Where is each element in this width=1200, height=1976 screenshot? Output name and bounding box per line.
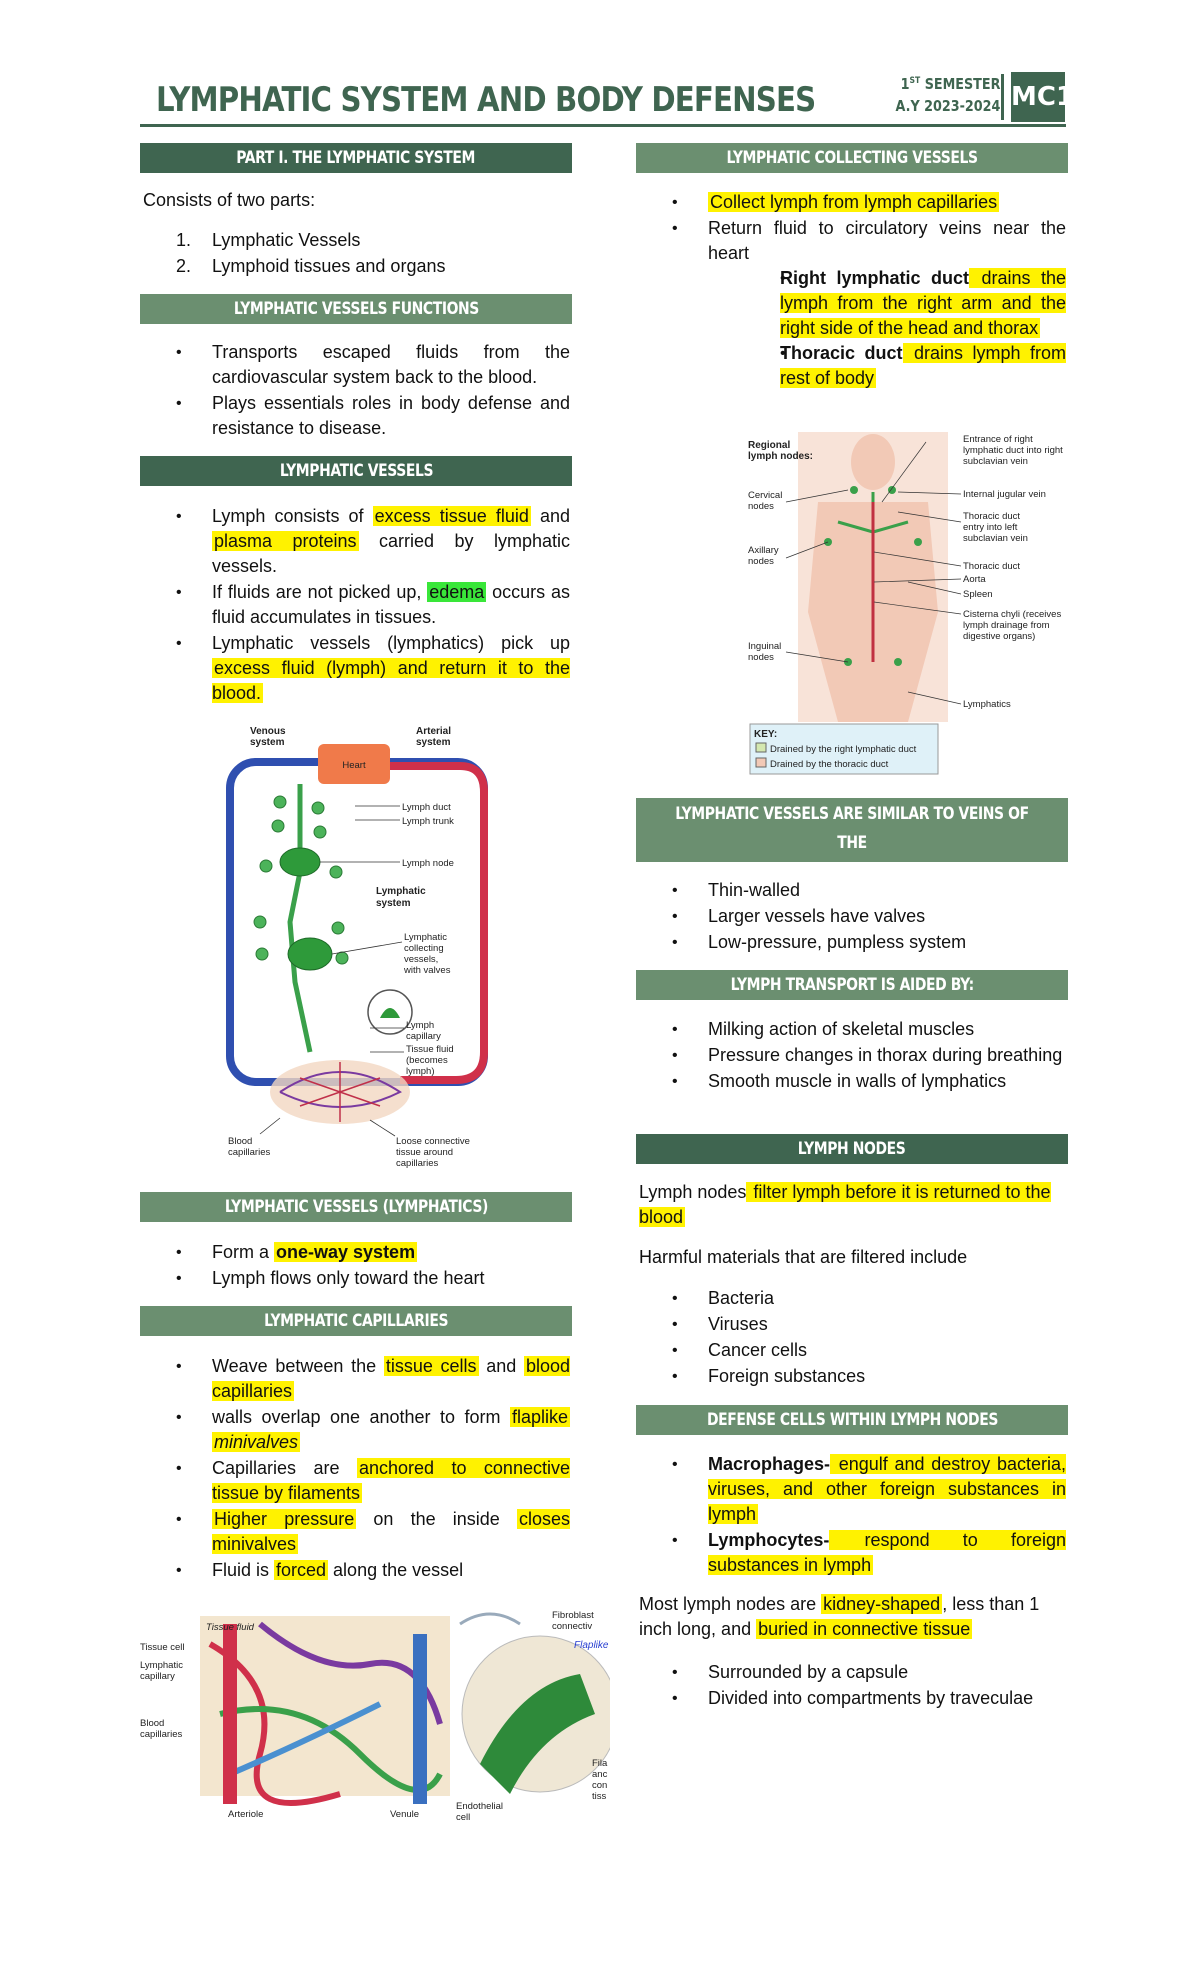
list-item: • Return fluid to circulatory veins near the heart • Right lymphatic duct drains the lymph from the right arm and the right side of the head and thorax • Thoracic duct drains lymph from rest of body bbox=[636, 216, 1066, 391]
label-endothelial-2: cell bbox=[456, 1812, 471, 1823]
label-collecting-4: with valves bbox=[404, 965, 451, 976]
lymph-nodes-body-figure bbox=[748, 432, 1084, 778]
list-item: • Larger vessels have valves bbox=[636, 904, 1066, 929]
semester-info bbox=[895, 70, 1000, 117]
list-item: • Foreign substances bbox=[636, 1364, 1066, 1389]
sub-list-item: • Right lymphatic duct drains the lymph from the right arm and the right side of the head and thorax bbox=[744, 266, 1066, 341]
academic-year: A.Y 2023-2024 bbox=[895, 97, 1000, 115]
defense-paragraph: Most lymph nodes are kidney-shaped , less than 1 inch long, and buried in connective tissue bbox=[639, 1594, 1040, 1639]
functions-list bbox=[140, 340, 570, 442]
label-venous-2: system bbox=[250, 737, 285, 748]
label-arterial: Arterial bbox=[416, 726, 452, 737]
label-jugular: Internal jugular vein bbox=[963, 489, 1046, 500]
list-item: • Collect lymph from lymph capillaries bbox=[636, 190, 1066, 215]
defense-list bbox=[636, 1452, 1066, 1579]
label-collecting-3: vessels, bbox=[404, 954, 439, 965]
list-item: • Form a one-way system bbox=[140, 1240, 570, 1265]
label-blood-capillaries-1: Blood bbox=[140, 1718, 165, 1729]
label-blood-1: Blood bbox=[228, 1136, 253, 1147]
capsule-list bbox=[636, 1660, 1066, 1712]
label-thoracic-duct: Thoracic duct bbox=[963, 561, 1021, 572]
label-tissue-1: Tissue fluid bbox=[406, 1044, 454, 1055]
label-filament-3: con bbox=[592, 1780, 608, 1791]
key-title: KEY: bbox=[754, 729, 778, 740]
key-label-thoracic: Drained by the thoracic duct bbox=[770, 759, 889, 770]
sub-list-item: • Thoracic duct drains lymph from rest of body bbox=[744, 341, 1066, 391]
handwritten-note: Flaplike bbox=[574, 1640, 609, 1651]
label-cervical-1: Cervical bbox=[748, 490, 783, 501]
label-lymphatic: Lymphatic bbox=[376, 886, 426, 897]
label-cervical-2: nodes bbox=[748, 501, 774, 512]
label-loose-3: capillaries bbox=[396, 1158, 439, 1169]
label-inguinal-2: nodes bbox=[748, 652, 774, 663]
list-item: • Fluid is forced along the vessel bbox=[140, 1558, 570, 1583]
label-lymph-duct: Lymph duct bbox=[402, 802, 451, 813]
key-label-right: Drained by the right lymphatic duct bbox=[770, 744, 917, 755]
lymphatics-heading: LYMPHATIC VESSELS (LYMPHATICS) bbox=[140, 1192, 572, 1222]
list-item: • Lymph flows only toward the heart bbox=[140, 1266, 570, 1291]
part1-intro: Consists of two parts: bbox=[143, 190, 316, 210]
list-item: • Divided into compartments by traveculae bbox=[636, 1686, 1066, 1711]
label-tissue-3: lymph) bbox=[406, 1066, 435, 1077]
label-heart: Heart bbox=[342, 760, 366, 771]
header-rule bbox=[140, 124, 1066, 127]
list-item: • Weave between the tissue cells and blood capillaries bbox=[140, 1354, 570, 1404]
label-entrance-2: lymphatic duct into right bbox=[963, 445, 1063, 456]
label-endothelial-1: Endothelial bbox=[456, 1801, 504, 1812]
key-swatch-thoracic bbox=[756, 758, 766, 767]
label-filament-1: Fila bbox=[592, 1758, 608, 1769]
label-arteriole: Arteriole bbox=[228, 1809, 264, 1820]
label-arterial-2: system bbox=[416, 737, 451, 748]
label-cisterna-2: lymph drainage from bbox=[963, 620, 1050, 631]
label-capillary-2: capillary bbox=[406, 1031, 441, 1042]
list-item: • Cancer cells bbox=[636, 1338, 1066, 1363]
list-item: • Thin-walled bbox=[636, 878, 1066, 903]
label-collecting-2: collecting bbox=[404, 943, 444, 954]
label-lymphatic-system: system bbox=[376, 898, 411, 909]
key-swatch-right bbox=[756, 743, 766, 752]
label-tissue-cell: Tissue cell bbox=[140, 1642, 185, 1653]
list-item: • Pressure changes in thorax during breathing bbox=[636, 1043, 1066, 1068]
label-blood-2: capillaries bbox=[228, 1147, 271, 1158]
similar-list bbox=[636, 878, 1066, 956]
vessels-list bbox=[140, 504, 570, 707]
list-item: • walls overlap one another to form flaplike minivalves bbox=[140, 1405, 570, 1455]
label-tissue-2: (becomes bbox=[406, 1055, 448, 1066]
label-thoracic-entry-2: entry into left bbox=[963, 522, 1018, 533]
label-aorta: Aorta bbox=[963, 574, 986, 585]
capillaries-heading: LYMPHATIC CAPILLARIES bbox=[140, 1306, 572, 1336]
label-lymphatics: Lymphatics bbox=[963, 699, 1011, 710]
list-item: • Lymphocytes- respond to foreign substances in lymph bbox=[636, 1528, 1066, 1578]
list-item: • Low-pressure, pumpless system bbox=[636, 930, 1066, 955]
label-capillary-1: Lymph bbox=[406, 1020, 435, 1031]
label-filament-4: tiss bbox=[592, 1791, 607, 1802]
lymphatic-circulation-figure bbox=[220, 722, 500, 1172]
part1-list bbox=[140, 228, 570, 280]
label-lymphatic-capillary-1: Lymphatic bbox=[140, 1660, 183, 1671]
transport-list bbox=[636, 1017, 1066, 1095]
list-item: • Lymphatic vessels (lymphatics) pick up excess fluid (lymph) and return it to the blood. bbox=[140, 631, 570, 706]
semester-label: 1ST SEMESTER bbox=[900, 75, 1000, 93]
list-item: • If fluids are not picked up, edema occurs as fluid accumulates in tissues. bbox=[140, 580, 570, 630]
label-lymph-node: Lymph node bbox=[402, 858, 454, 869]
label-spleen: Spleen bbox=[963, 589, 993, 600]
label-lymph-trunk: Lymph trunk bbox=[402, 816, 454, 827]
label-loose-1: Loose connective bbox=[396, 1136, 470, 1147]
label-fibroblast-2: connectiv bbox=[552, 1621, 593, 1632]
label-inguinal-1: Inguinal bbox=[748, 641, 782, 652]
label-lymphatic-capillary-2: capillary bbox=[140, 1671, 175, 1682]
list-item: • Lymph consists of excess tissue fluid and plasma proteins carried by lymphatic vessels. bbox=[140, 504, 570, 579]
list-item: • Viruses bbox=[636, 1312, 1066, 1337]
list-item: • Smooth muscle in walls of lymphatics bbox=[636, 1069, 1066, 1094]
nodes-filtered-intro: Harmful materials that are filtered include bbox=[639, 1247, 968, 1267]
similar-heading: LYMPHATIC VESSELS ARE SIMILAR TO VEINS OF THE CARDIOVASCULAR SYSTEM. bbox=[636, 798, 1068, 862]
nodes-heading: LYMPH NODES bbox=[636, 1134, 1068, 1164]
part1-heading: PART I. THE LYMPHATIC SYSTEM bbox=[140, 143, 572, 173]
label-cisterna-1: Cisterna chyli (receives bbox=[963, 609, 1062, 620]
label-venous: Venous bbox=[250, 726, 286, 737]
course-badge: MC1 bbox=[1011, 72, 1065, 122]
list-item: • Macrophages- engulf and destroy bacteria, viruses, and other foreign substances in lymph bbox=[636, 1452, 1066, 1527]
label-regional-1: Regional bbox=[748, 440, 791, 451]
nodes-list bbox=[636, 1286, 1066, 1390]
label-thoracic-entry-1: Thoracic duct bbox=[963, 511, 1021, 522]
collecting-heading: LYMPHATIC COLLECTING VESSELS bbox=[636, 143, 1068, 173]
label-loose-2: tissue around bbox=[396, 1147, 454, 1158]
list-item: • Capillaries are anchored to connective tissue by filaments bbox=[140, 1456, 570, 1506]
page-title: LYMPHATIC SYSTEM AND BODY DEFENSES bbox=[156, 80, 816, 120]
label-axillary-2: nodes bbox=[748, 556, 774, 567]
capillaries-list bbox=[140, 1354, 570, 1584]
collecting-list bbox=[636, 190, 1066, 392]
list-item: • Bacteria bbox=[636, 1286, 1066, 1311]
label-regional-2: lymph nodes: bbox=[748, 451, 814, 462]
label-entrance-3: subclavian vein bbox=[963, 456, 1028, 467]
label-blood-capillaries-2: capillaries bbox=[140, 1729, 183, 1740]
list-item: • Higher pressure on the inside closes minivalves bbox=[140, 1507, 570, 1557]
label-thoracic-entry-3: subclavian vein bbox=[963, 533, 1028, 544]
lymphatics-list bbox=[140, 1240, 570, 1292]
header-divider bbox=[1001, 74, 1004, 120]
list-item: • Surrounded by a capsule bbox=[636, 1660, 1066, 1685]
label-fibroblast-1: Fibroblast bbox=[552, 1610, 594, 1621]
functions-heading: LYMPHATIC VESSELS FUNCTIONS bbox=[140, 294, 572, 324]
label-axillary-1: Axillary bbox=[748, 545, 779, 556]
list-item: • Transports escaped fluids from the cardiovascular system back to the blood. bbox=[140, 340, 570, 390]
label-collecting-1: Lymphatic bbox=[404, 932, 447, 943]
list-item: • Plays essentials roles in body defense and resistance to disease. bbox=[140, 391, 570, 441]
list-item: 2. Lymphoid tissues and organs bbox=[176, 256, 446, 276]
vessels-heading: LYMPHATIC VESSELS bbox=[140, 456, 572, 486]
list-item: • Milking action of skeletal muscles bbox=[636, 1017, 1066, 1042]
lymphatic-capillary-figure bbox=[140, 1604, 610, 1824]
label-entrance-1: Entrance of right bbox=[963, 434, 1033, 445]
list-item: 1. Lymphatic Vessels bbox=[176, 230, 361, 250]
label-filament-2: anc bbox=[592, 1769, 608, 1780]
nodes-paragraph: Lymph nodes filter lymph before it is returned to the blood bbox=[639, 1182, 1051, 1227]
label-cisterna-3: digestive organs) bbox=[963, 631, 1036, 642]
defense-heading: DEFENSE CELLS WITHIN LYMPH NODES bbox=[636, 1405, 1068, 1435]
transport-heading: LYMPH TRANSPORT IS AIDED BY: bbox=[636, 970, 1068, 1000]
label-tissue-fluid: Tissue fluid bbox=[206, 1622, 254, 1633]
label-venule: Venule bbox=[390, 1809, 420, 1820]
